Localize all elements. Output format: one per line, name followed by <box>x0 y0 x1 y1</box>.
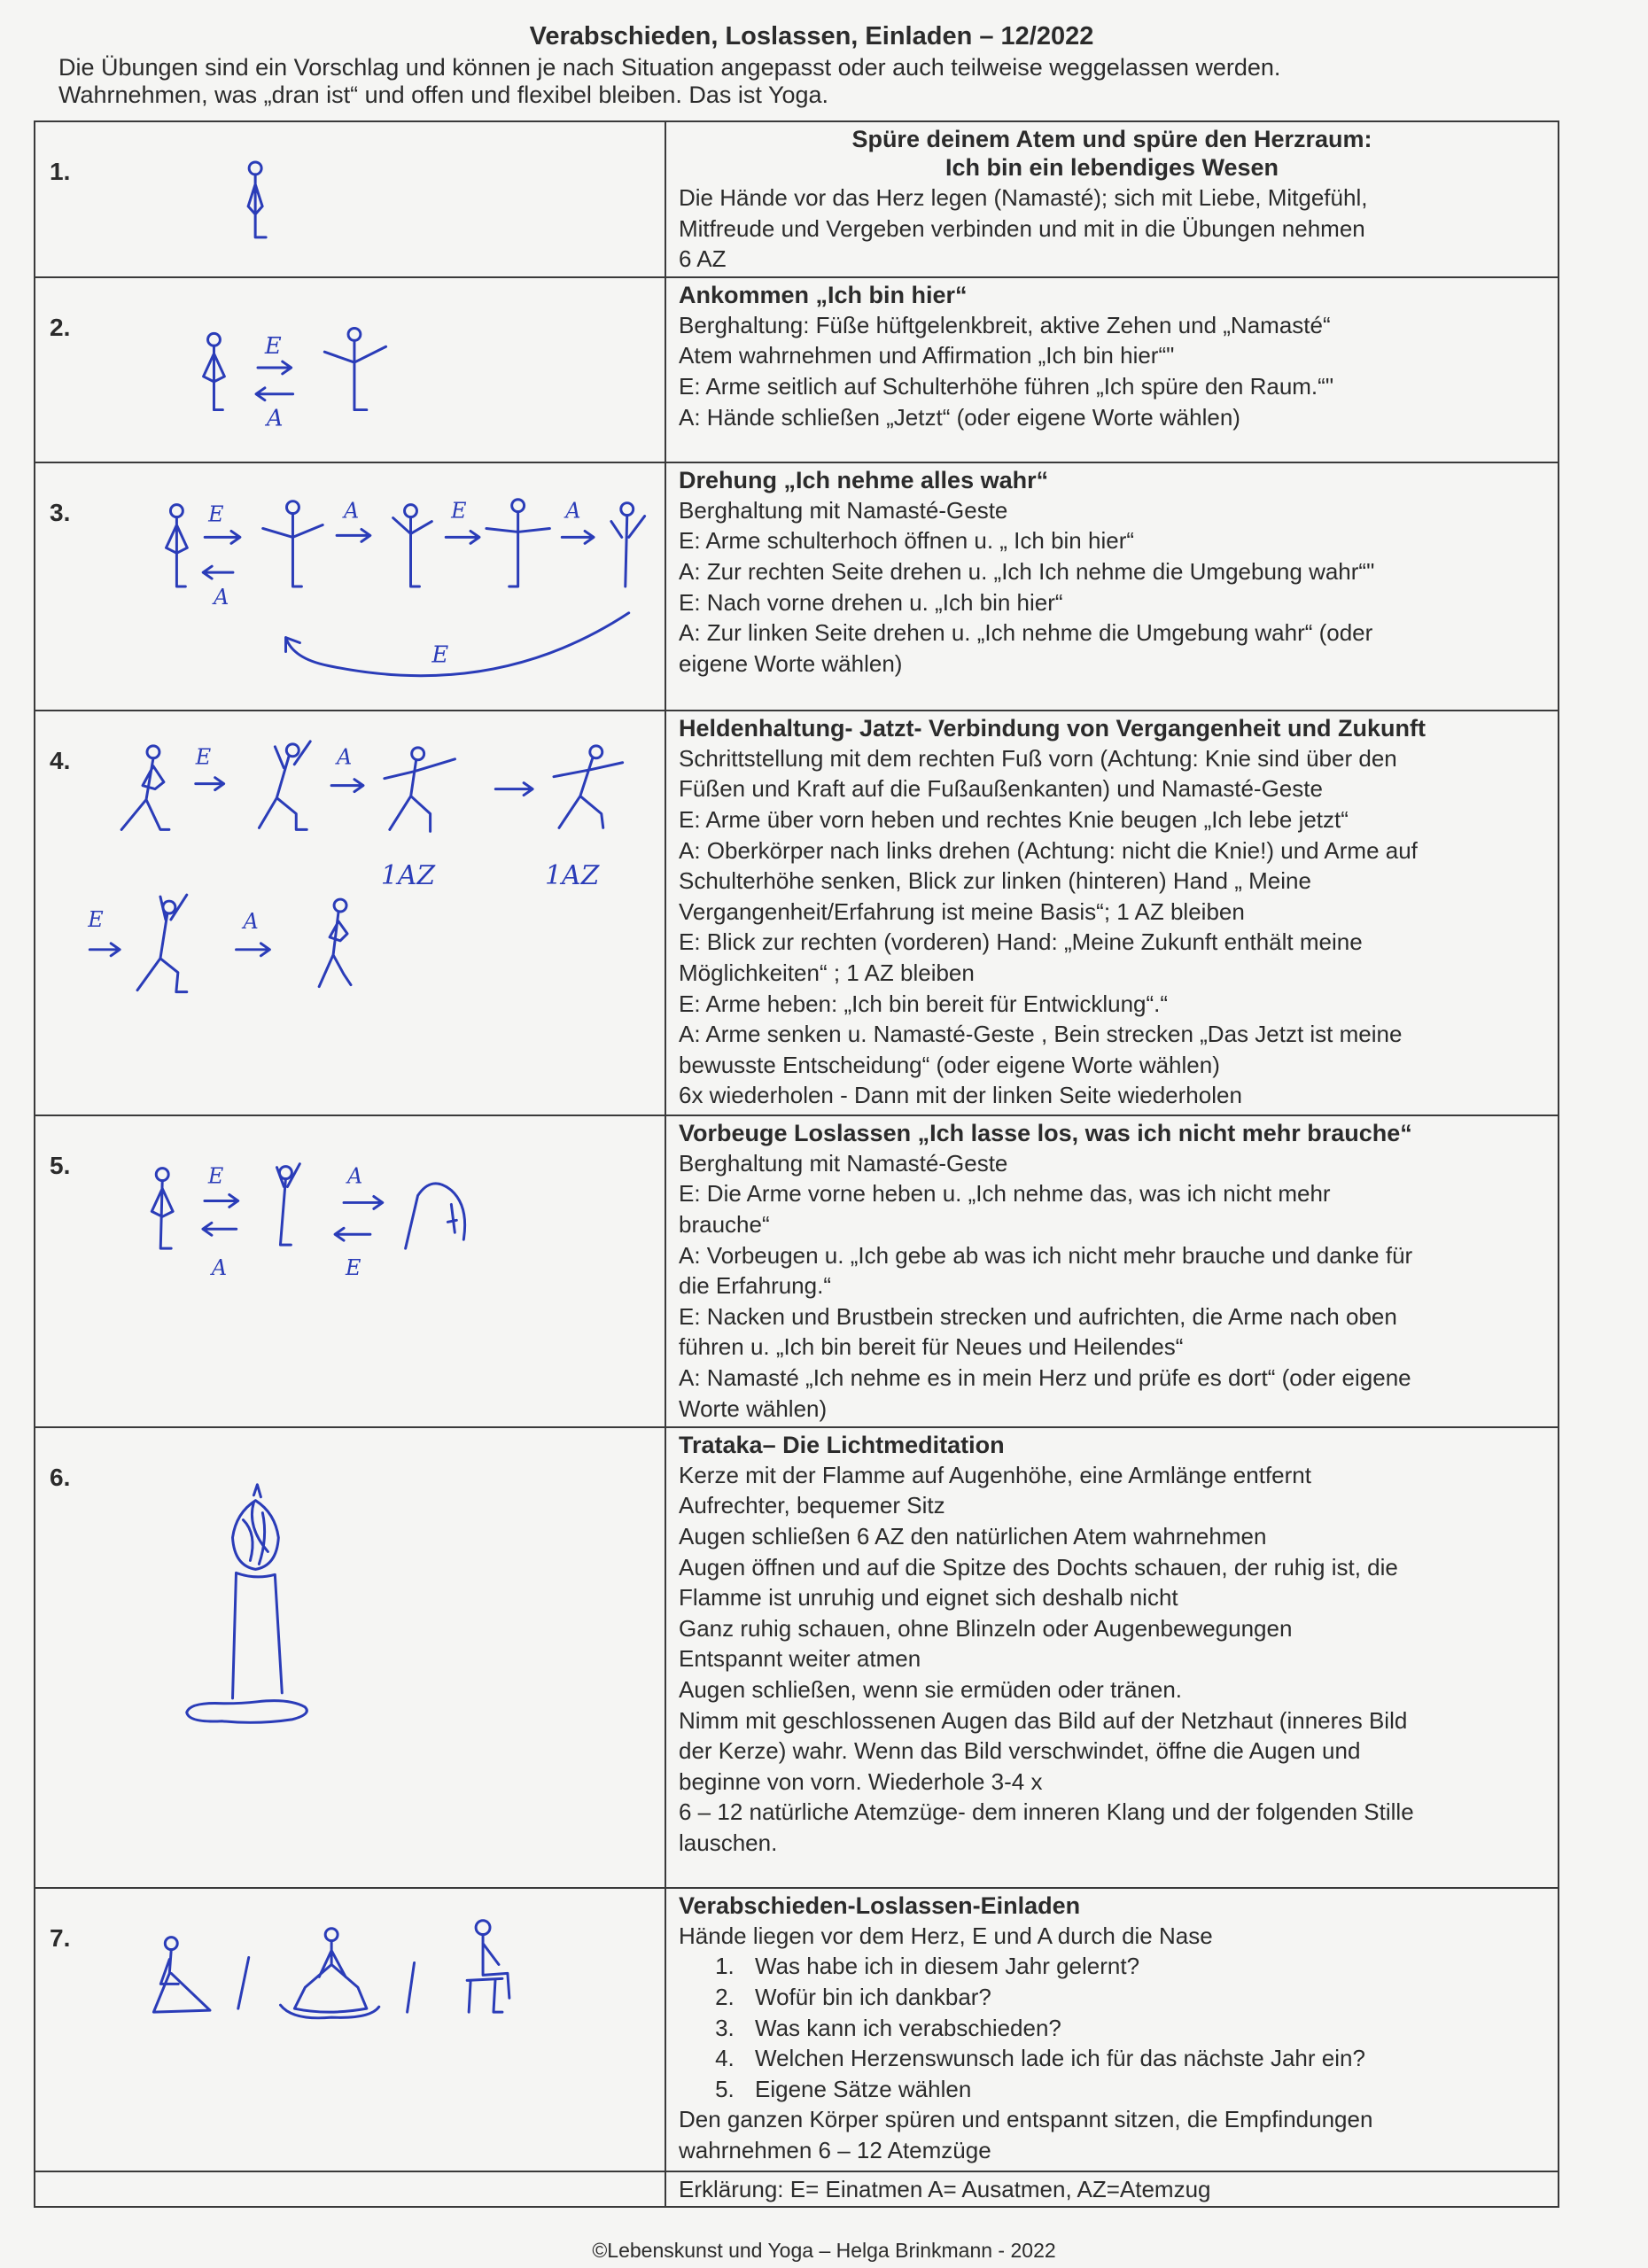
exercise-number: 1. <box>50 158 71 185</box>
exercise-line: Augen schließen, wenn sie ermüden oder tränen. <box>679 1675 1183 1703</box>
question-item: 3. Was kann ich verabschieden? <box>741 2013 1545 2044</box>
exercise-heading: Trataka– Die Lichtmeditation <box>679 1431 1005 1458</box>
exercise-line: Möglichkeiten“ ; 1 AZ bleiben <box>679 959 975 986</box>
exercise-line: Schulterhöhe senken, Blick zur linken (hinteren) Hand „ Meine <box>679 867 1311 895</box>
exercise-line: A: Arme senken u. Namasté-Geste , Bein strecken „Das Jetzt ist meine <box>679 1021 1403 1048</box>
question-item: 4. Welchen Herzenswunsch lade ich für das nächste Jahr ein? <box>741 2043 1545 2074</box>
text-cell-6 <box>665 1427 1559 1888</box>
label: A <box>337 744 353 770</box>
exercise-heading: Verabschieden-Loslassen-Einladen <box>679 1891 1081 1919</box>
sketch-cell-4 <box>35 711 665 1115</box>
intro-line-1: Die Übungen sind ein Vorschlag und können je nach Situation angepasst oder auch teilweise weggelassen werden. <box>58 54 1281 81</box>
label: E <box>346 1254 361 1280</box>
sketch-cell-2 <box>35 277 665 462</box>
exercise-line: E: Arme heben: „Ich bin bereit für Entwicklung“.“ <box>679 990 1169 1017</box>
exercise-heading: Drehung „Ich nehme alles wahr“ <box>679 466 1049 493</box>
label: E <box>431 641 449 669</box>
sketch-cell-5 <box>35 1115 665 1427</box>
exercise-line: der Kerze) wahr. Wenn das Bild verschwindet, öffne die Augen und <box>679 1737 1361 1765</box>
label: E <box>195 744 212 770</box>
copyright-footer: ©Lebenskunst und Yoga – Helga Brinkmann - 2022 <box>592 2239 1056 2262</box>
exercise-row-5 <box>35 1115 1559 1427</box>
exercise-row-7 <box>35 1888 1559 2171</box>
exercise-line: Den ganzen Körper spüren und entspannt sitzen, die Empfindungen <box>679 2106 1373 2133</box>
stick-figure-sketch <box>35 463 665 710</box>
exercise-heading: Ankommen „Ich bin hier“ <box>679 281 968 308</box>
sketch-cell-6 <box>35 1427 665 1888</box>
stick-figure-sketch <box>35 278 665 462</box>
label: A <box>211 1254 228 1280</box>
exercise-line: Aufrechter, bequemer Sitz <box>679 1492 945 1519</box>
stick-figure-sketch <box>35 711 665 1115</box>
exercise-line: A: Oberkörper nach links drehen (Achtung: nicht die Knie!) und Arme auf <box>679 836 1418 864</box>
text-cell-3 <box>665 462 1559 711</box>
label: E <box>208 501 224 527</box>
exercise-line: Berghaltung: Füße hüftgelenkbreit, aktive Zehen und „Namasté“ <box>679 311 1331 338</box>
exercise-heading: Heldenhaltung- Jatzt- Verbindung von Vergangenheit und Zukunft <box>679 714 1426 742</box>
sketch-cell-1 <box>35 121 665 277</box>
exercise-line: A: Hände schließen „Jetzt“ (oder eigene Worte wählen) <box>679 403 1240 431</box>
exercise-line: A: Namasté „Ich nehme es in mein Herz und prüfe es dort“ (oder eigene <box>679 1363 1411 1391</box>
exercise-line: Worte wählen) <box>679 1394 828 1422</box>
exercise-line: Füßen und Kraft auf die Fußaußenkanten) und Namasté-Geste <box>679 775 1323 803</box>
exercise-line: E: Blick zur rechten (vorderen) Hand: „Meine Zukunft enthält meine <box>679 928 1363 956</box>
exercise-line: wahrnehmen 6 – 12 Atemzüge <box>679 2136 991 2163</box>
exercise-number: 2. <box>50 313 71 341</box>
question-item: 1. Was habe ich in diesem Jahr gelernt? <box>741 1951 1545 1982</box>
exercise-line: Flamme ist unruhig und eignet sich deshalb nicht <box>679 1584 1178 1612</box>
label: A <box>243 908 259 934</box>
exercise-line: A: Vorbeugen u. „Ich gebe ab was ich nicht mehr brauche und danke für <box>679 1241 1413 1269</box>
label: A <box>565 498 581 524</box>
exercise-line: Schrittstellung mit dem rechten Fuß vorn (Achtung: Knie sind über den <box>679 744 1397 772</box>
question-item: 5. Eigene Sätze wählen <box>741 2074 1545 2105</box>
breath-count-label: 1AZ <box>545 859 600 891</box>
exercise-line: A: Zur linken Seite drehen u. „Ich nehme die Umgebung wahr“ (oder <box>679 619 1373 647</box>
exercise-line: E: Arme seitlich auf Schulterhöhe führen „Ich spüre den Raum.“" <box>679 372 1334 400</box>
exercise-line: 6 – 12 natürliche Atemzüge- dem inneren Klang und der folgenden Stille <box>679 1798 1414 1826</box>
exercise-row-3 <box>35 462 1559 711</box>
exercise-line: Ganz ruhig schauen, ohne Blinzeln oder Augenbewegungen <box>679 1614 1293 1642</box>
question-item: 2. Wofür bin ich dankbar? <box>741 1982 1545 2013</box>
stick-figure-sketch <box>35 122 665 276</box>
text-cell-1 <box>665 121 1559 277</box>
exercise-line: Mitfreude und Vergeben verbinden und mit in die Übungen nehmen <box>679 214 1365 242</box>
label: A <box>344 498 360 524</box>
intro-line-2: Wahrnehmen, was „dran ist“ und offen und flexibel bleiben. Das ist Yoga. <box>58 82 829 108</box>
exercise-line: Atem wahrnehmen und Affirmation „Ich bin hier“" <box>679 342 1175 369</box>
exercise-line: Augen schließen 6 AZ den natürlichen Atem wahrnehmen <box>679 1522 1267 1550</box>
exercise-number: 6. <box>50 1463 71 1491</box>
exercise-line: Hände liegen vor dem Herz, E und A durch die Nase <box>679 1922 1213 1949</box>
exercise-line: Kerze mit der Flamme auf Augenhöhe, eine Armlänge entfernt <box>679 1461 1311 1488</box>
exercise-line: brauche“ <box>679 1210 770 1238</box>
exercise-line: 6x wiederholen - Dann mit der linken Seite wiederholen <box>679 1082 1242 1109</box>
exercise-row-1 <box>35 121 1559 277</box>
legend-row <box>35 2171 1559 2208</box>
sketch-cell-7 <box>35 1888 665 2171</box>
page-header <box>58 19 1565 109</box>
exercise-line: Berghaltung mit Namasté-Geste <box>679 496 1008 524</box>
sketch-cell-3 <box>35 462 665 711</box>
exercise-line: A: Zur rechten Seite drehen u. „Ich Ich nehme die Umgebung wahr“" <box>679 557 1375 585</box>
exercise-line: bewusste Entscheidung“ (oder eigene Worte wählen) <box>679 1051 1220 1078</box>
exercise-number: 3. <box>50 498 71 526</box>
exercise-line: Nimm mit geschlossenen Augen das Bild auf der Netzhaut (inneres Bild <box>679 1706 1408 1734</box>
text-cell-4 <box>665 711 1559 1115</box>
inhale-label: E <box>264 332 282 360</box>
label: A <box>347 1163 363 1189</box>
stick-figure-sketch <box>35 1116 665 1426</box>
exercise-line: eigene Worte wählen) <box>679 649 903 677</box>
exercise-row-6 <box>35 1427 1559 1888</box>
label: E <box>207 1163 224 1189</box>
exercise-line: beginne von vorn. Wiederhole 3-4 x <box>679 1767 1043 1795</box>
exercise-row-4 <box>35 711 1559 1115</box>
exercise-line: Entspannt weiter atmen <box>679 1645 921 1673</box>
exhale-label: A <box>266 405 284 432</box>
text-cell-7 <box>665 1888 1559 2171</box>
page-title: Verabschieden, Loslassen, Einladen – 12/2022 <box>529 22 1094 50</box>
text-cell-2 <box>665 277 1559 462</box>
exercise-heading: Vorbeuge Loslassen „Ich lasse los, was ich nicht mehr brauche“ <box>679 1119 1412 1146</box>
exercise-line: E: Nach vorne drehen u. „Ich bin hier“ <box>679 588 1063 616</box>
exercise-line: Augen öffnen und auf die Spitze des Dochts schauen, der ruhig ist, die <box>679 1553 1398 1581</box>
exercise-line: Die Hände vor das Herz legen (Namasté); sich mit Liebe, Mitgefühl, <box>679 184 1368 211</box>
exercise-line: 6 AZ <box>679 245 727 273</box>
exercise-line: führen u. „Ich bin bereit für Neues und Heilendes“ <box>679 1333 1184 1361</box>
exercise-line: lauschen. <box>679 1829 778 1856</box>
legend-empty-cell <box>35 2171 665 2208</box>
text-cell-5 <box>665 1115 1559 1427</box>
exercise-number: 5. <box>50 1151 71 1179</box>
exercise-number: 4. <box>50 746 71 774</box>
exercise-table <box>34 120 1559 2208</box>
label: E <box>451 498 467 524</box>
label: E <box>88 906 104 932</box>
exercise-line: E: Arme schulterhoch öffnen u. „ Ich bin hier“ <box>679 527 1135 555</box>
candle-sketch <box>35 1428 665 1887</box>
exercise-heading: Spüre deinem Atem und spüre den Herzraum: <box>851 126 1372 152</box>
exercise-line: E: Die Arme vorne heben u. „Ich nehme das, was ich nicht mehr <box>679 1180 1331 1208</box>
exercise-line: E: Nacken und Brustbein strecken und aufrichten, die Arme nach oben <box>679 1302 1397 1330</box>
exercise-subheading: Ich bin ein lebendiges Wesen <box>944 154 1279 181</box>
exercise-line: E: Arme über vorn heben und rechtes Knie beugen „Ich lebe jetzt“ <box>679 805 1349 833</box>
legend-text: Erklärung: E= Einatmen A= Ausatmen, AZ=Atemzug <box>679 2175 1211 2202</box>
breath-count-label: 1AZ <box>380 859 436 891</box>
exercise-line: Berghaltung mit Namasté-Geste <box>679 1149 1008 1177</box>
exercise-number: 7. <box>50 1923 71 1952</box>
seated-figures-sketch <box>35 1889 665 2171</box>
reflection-questions <box>679 1951 1545 2104</box>
legend-cell <box>665 2171 1559 2208</box>
exercise-line: Vergangenheit/Erfahrung ist meine Basis“; 1 AZ bleiben <box>679 897 1245 925</box>
exercise-row-2 <box>35 277 1559 462</box>
label: A <box>214 584 229 610</box>
exercise-line: die Erfahrung.“ <box>679 1272 831 1300</box>
